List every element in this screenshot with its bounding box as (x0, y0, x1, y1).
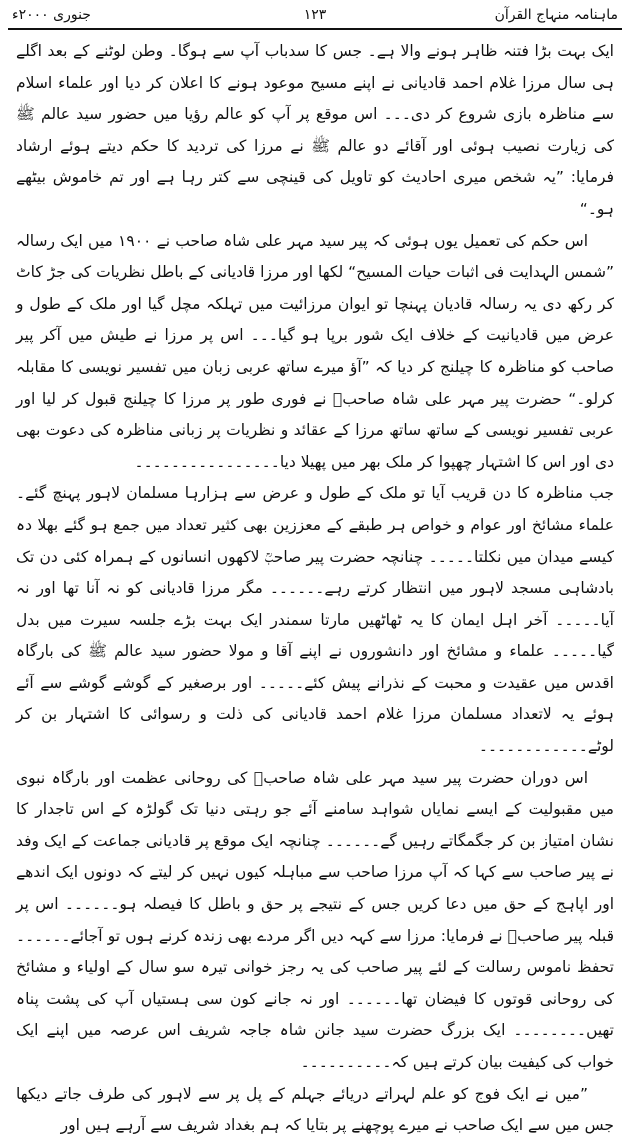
issue-date: جنوری ۲۰۰۰ء (12, 7, 91, 23)
running-header (8, 2, 622, 30)
page-number: ۱۲۳ (303, 7, 327, 23)
paragraph-2: اس حکم کی تعمیل یوں ہوئی کہ پیر سید مہر علی شاہ صاحب نے ۱۹۰۰ میں ایک رسالہ ”شمس الہدایت فی اثبات حیات المسیح“ لکھا اور مرزا قادیانی کے باطل نظریات کی جڑ کاٹ کر رکھ دی یہ رسالہ قادیان پہنچا تو ایوان مرزائیت میں تہلکہ مچل گیا اور ملک کے طول و عرض میں قادیانیت کے خلاف ایک شور برپا ہو گیا۔۔۔ اس پر مرزا نے طیش میں آکر پیر صاحب کو مناظرہ کا چیلنج کر دیا کہ ”آؤ میرے ساتھ عربی زبان میں تفسیر نویسی کا مقابلہ کرلو۔“ حضرت پیر مہر علی شاہ صاحبؒ نے فوری طور پر مرزا کا چیلنج قبول کر لیا اور عربی تفسیر نویسی کے ساتھ ساتھ مرزا کے عقائد و نظریات پر زبانی مناظرہ کی دعوت بھی دی اور اس کا اشتہار چھپوا کر ملک بھر میں پھیلا دیا۔۔۔۔۔۔۔۔۔۔۔۔۔۔۔۔ (16, 231, 614, 471)
paragraph-4: اس دوران حضرت پیر سید مہر علی شاہ صاحبؒ کی روحانی عظمت اور بارگاہ نبوی میں مقبولیت کے ایسے نمایاں شواہد سامنے آئے جو رہتی دنیا تک گولڑہ کے اس تاجدار کا نشان امتیاز بن کر جگمگاتے رہیں گے۔۔۔۔۔۔ چنانچہ ایک موقع پر قادیانی جماعت کے ایک وفد نے پیر صاحب سے کہا کہ آپ مرزا صاحب سے مباہلہ کیوں نہیں کر لیتے کہ دونوں ایک اندھے اور اپاہج کے حق میں دعا کریں جس کے نتیجے پر حق و باطل کا فیصلہ ہو۔۔۔۔۔۔ اس پر قبلہ پیر صاحبؒ نے فرمایا: مرزا سے کہہ دیں اگر مردے بھی زندہ کرنے ہوں تو آجائے۔۔۔۔۔۔ تحفظ ناموس رسالت کے لئے پیر صاحب کی یہ رجز خوانی تیرہ سو سال کے اولیاء و مشائخ کی روحانی قوتوں کا فیضان تھا۔۔۔۔۔۔ اور نہ جانے کون سی ہستیاں آپ کی پشت پناہ تھیں۔۔۔۔۔۔۔۔ ایک بزرگ حضرت سید جانن شاہ جاجہ شریف اس عرصہ میں اپنے ایک خواب کی کیفیت بیان کرتے ہیں کہ۔۔۔۔۔۔۔۔۔۔ (16, 768, 614, 1071)
article-body (16, 36, 614, 1142)
journal-name: ماہنامہ منہاج القرآن (494, 7, 618, 23)
paragraph-3: جب مناظرہ کا دن قریب آیا تو ملک کے طول و عرض سے ہزارہا مسلمان لاہور پہنچ گئے۔ علماء مشائخ اور عوام و خواص ہر طبقے کے معززین بھی کثیر تعداد میں جمع ہو گئے بھلا دہ کیسے میدان میں نکلتا۔۔۔۔۔ چنانچہ حضرت پیر صاحبؒ لاکھوں انسانوں کے ہمراہ کئی دن تک بادشاہی مسجد لاہور میں انتظار کرتے رہے۔۔۔۔۔۔ مگر مرزا قادیانی کو نہ آنا تھا اور نہ آیا۔۔۔۔۔ آخر اہل ایمان کا یہ ٹھاٹھیں مارتا سمندر ایک بہت بڑے جلسہ سیرت میں بدل گیا۔۔۔۔۔ علماء و مشائخ اور دانشوروں نے اپنے آقا و مولا حضور سید عالم ﷺ کی بارگاہ اقدس میں عقیدت و محبت کے نذرانے پیش کئے۔۔۔۔۔ اور برصغیر کے گوشے گوشے سے آئے ہوئے یہ لاتعداد مسلمان مرزا غلام احمد قادیانی کی ذلت و رسوائی کا اشتہار بن کر لوٹے۔۔۔۔۔۔۔۔۔۔۔۔ (16, 484, 614, 756)
dream-quote: ”میں نے ایک فوج کو علم لہراتے دریائے جہلم کے پل پر سے لاہور کی طرف جاتے دیکھا جس میں سے ایک صاحب نے میرے پوچھنے پر بتایا کہ ہم بغداد شریف سے آرہے ہیں اور (16, 1084, 614, 1135)
paragraph-1: ایک بہت بڑا فتنہ ظاہر ہونے والا ہے۔ جس کا سدباب آپ سے ہوگا۔ وطن لوٹنے کے بعد اگلے ہی سال مرزا غلام احمد قادیانی نے اپنے مسیح موعود ہونے کا اعلان کر دیا اور علماء اسلام سے مناظرہ بازی شروع کر دی۔۔۔ اس موقع پر آپ کو عالم رؤیا میں حضور سید عالم ﷺ کی زیارت نصیب ہوئی اور آقائے دو عالم ﷺ نے مرزا کی تردید کا حکم دیتے ہوئے ارشاد فرمایا: ”یہ شخص میری احادیث کو تاویل کی قینچی سے کتر رہا ہے اور تم خاموش بیٹھے ہو۔“ (16, 42, 614, 218)
